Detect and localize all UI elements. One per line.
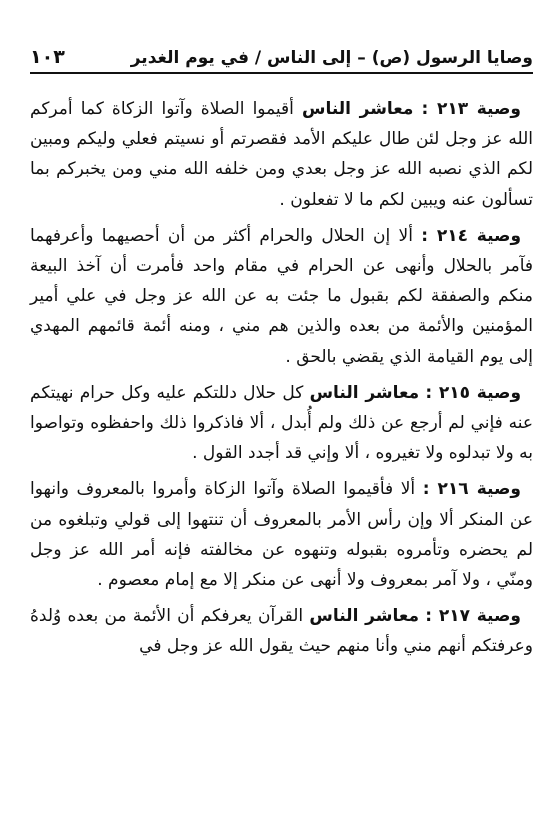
wasiya-214 [30,221,533,372]
wasiya-text: كل حلال دللتكم عليه وكل حرام نهيتكم عنه فإني لم أرجع عن ذلك ولم أُبدل ، ألا فاذكروا ذلك واحفظوه وتواصوا به ولا تبدلوه ولا تغيروه ، ألا وإني قد أجدد القول . [30,382,533,464]
wasiya-text: أقيموا الصلاة وآتوا الزكاة كما أمركم الله عز وجل لئن طال عليكم الأمد فقصرتم أو نسيتم فعلي وليكم ومبين لكم الذي نصبه الله عز وجل بعدي ومن خلفه الله مني ومن يخبركم بما تسألون عنه ويبين لكم ما لا تفعلون . [30,99,533,210]
wasiya-text: ألا فأقيموا الصلاة وآتوا الزكاة وأمروا بالمعروف وانهوا عن المنكر ألا وإن رأس الأمر بالمعروف أن تنتهوا إلى قولي وتبلغوه من لم يحضره وتأمروه بقبوله وتنهوه عن مخالفته فإنه أمر الله عز وجل ومنّي ، ولا آمر بمعروف ولا أنهى عن منكر إلا مع إمام معصوم . [30,479,533,591]
body-text [30,94,533,662]
wasiya-217 [30,601,533,661]
wasiya-216 [30,474,533,595]
wasiya-label: وصية ٢١٧ : [425,606,521,627]
wasiya-label: وصية ٢١٣ : [421,99,521,119]
wasiya-label: وصية ٢١٥ : [425,382,522,403]
wasiya-text: القرآن يعرفكم أن الأئمة من بعده وُلدهُ وعرفتكم أنهم مني وأنا منهم حيث يقول الله عز وجل في [30,606,533,657]
wasiya-label: وصية ٢١٤ : [421,225,522,246]
page-number: ١٠٣ [30,46,65,68]
wasiya-label: وصية ٢١٦ : [422,479,521,500]
wasiya-text: ألا إن الحلال والحرام أكثر من أن أحصيهما وأعرفهما فآمر بالحلال وأنهى عن الحرام في مقام واحد فأمرت أن آخذ البيعة منكم والصفقة لكم بقبول ما جئت به عن الله عز وجل في علي أمير المؤمنين والأئمة من بعده والذين هم مني ، ومنه أئمة قائمهم المهدي إلى يوم القيامة الذي يقضي بالحق . [30,225,533,367]
header-title: وصايا الرسول (ص) – إلى الناس / في يوم الغدير [130,48,533,68]
running-header [30,34,533,74]
wasiya-lead: معاشر الناس [302,99,414,119]
wasiya-lead: معاشر الناس [309,606,419,627]
wasiya-213 [30,94,533,215]
wasiya-215 [30,378,533,469]
wasiya-lead: معاشر الناس [309,382,420,403]
